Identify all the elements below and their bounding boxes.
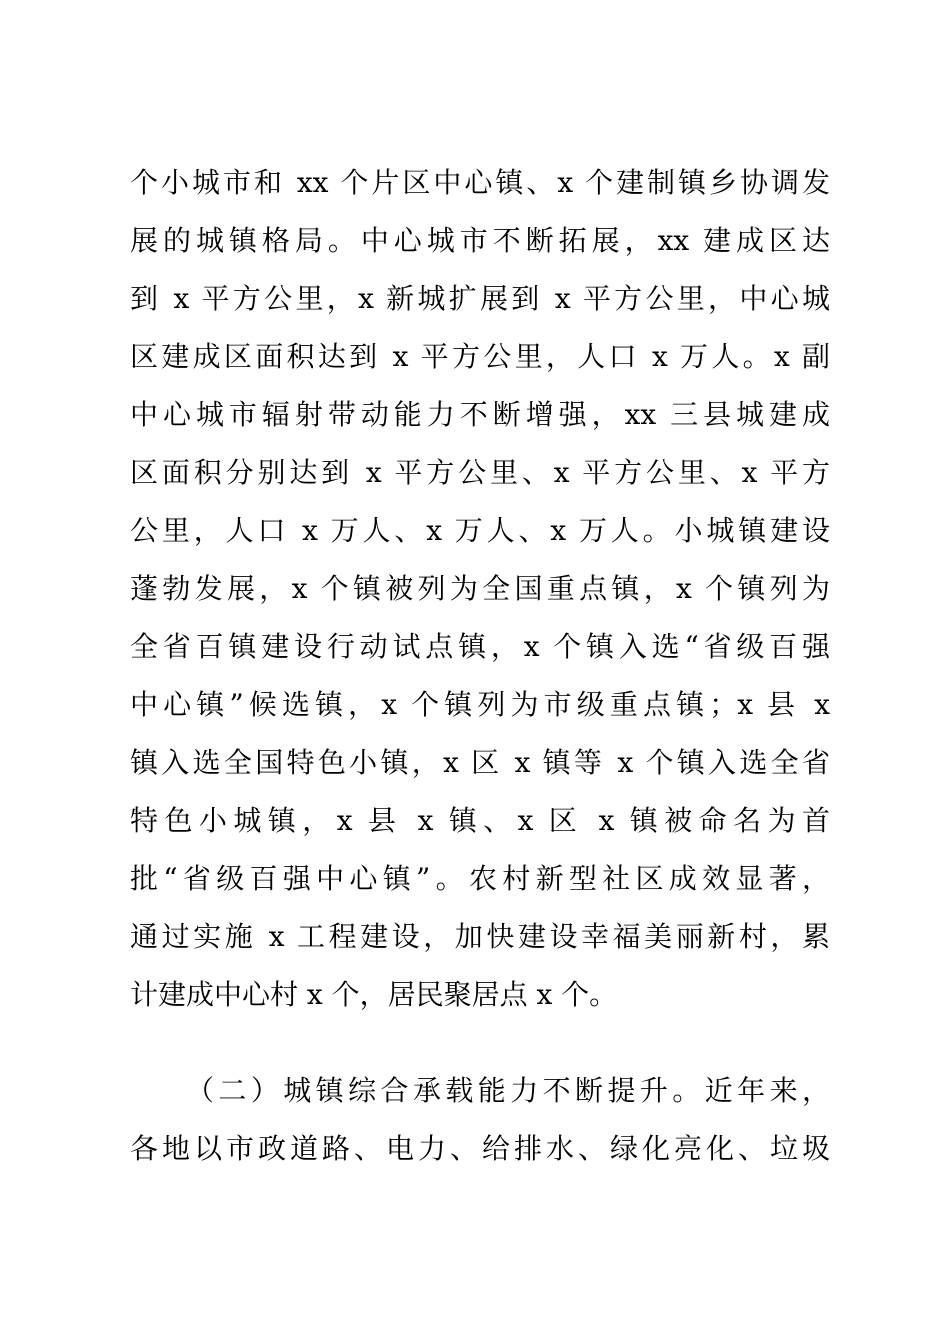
text-line: 特色小城镇，x 县 x 镇、x 区 x 镇被命名为首 bbox=[130, 804, 830, 837]
text-line: 区面积分别达到 x 平方公里、x 平方公里、x 平方 bbox=[130, 456, 830, 489]
text-line: 全省百镇建设行动试点镇，x 个镇入选“省级百强 bbox=[130, 630, 830, 663]
text-line: 区建成区面积达到 x 平方公里，人口 x 万人。x 副 bbox=[130, 340, 830, 373]
text-line: 个小城市和 xx 个片区中心镇、x 个建制镇乡协调发 bbox=[130, 166, 830, 199]
text-line: 中心镇”候选镇，x 个镇列为市级重点镇；x 县 x bbox=[130, 688, 830, 721]
text-line: 蓬勃发展，x 个镇被列为全国重点镇，x 个镇列为 bbox=[130, 572, 830, 605]
text-line: 批“省级百强中心镇”。农村新型社区成效显著， bbox=[130, 862, 830, 895]
text-line: 公里，人口 x 万人、x 万人、x 万人。小城镇建设 bbox=[130, 514, 830, 547]
paragraph-section-two bbox=[130, 1062, 830, 1178]
text-line: 计建成中心村 x 个，居民聚居点 x 个。 bbox=[130, 978, 618, 1011]
text-line: 镇入选全国特色小镇，x 区 x 镇等 x 个镇入选全省 bbox=[130, 746, 830, 779]
text-line: 各地以市政道路、电力、给排水、绿化亮化、垃圾 bbox=[130, 1132, 830, 1165]
text-line: 展的城镇格局。中心城市不断拓展，xx 建成区达 bbox=[130, 224, 830, 257]
paragraph-urban-layout bbox=[130, 154, 830, 1024]
text-line: 中心城市辐射带动能力不断增强，xx 三县城建成 bbox=[130, 398, 830, 431]
section-heading-line: （二）城镇综合承载能力不断提升。近年来， bbox=[186, 1074, 830, 1107]
text-line: 到 x 平方公里，x 新城扩展到 x 平方公里，中心城 bbox=[130, 282, 830, 315]
text-line: 通过实施 x 工程建设，加快建设幸福美丽新村，累 bbox=[130, 920, 830, 953]
